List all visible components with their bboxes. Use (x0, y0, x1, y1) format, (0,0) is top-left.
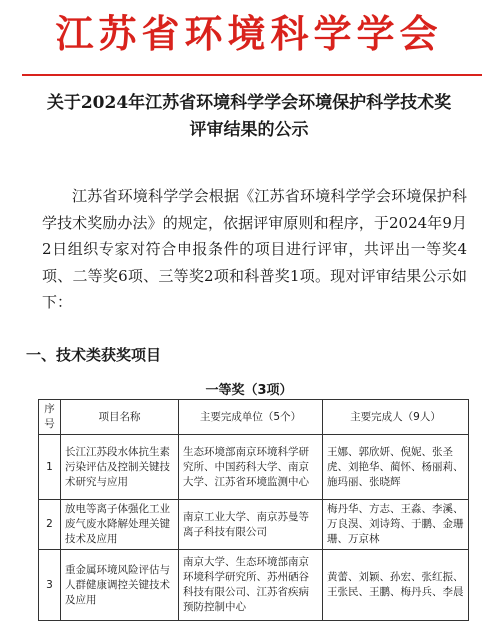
table-row (39, 550, 469, 621)
row-project: 长江江苏段水体抗生素污染评估及控制关键技术研究与应用 (61, 435, 179, 500)
body-paragraph: 江苏省环境科学学会根据《江苏省环境科学学会环境保护科学技术奖励办法》的规定，依据评审原则和程序，于2024年9月2日组织专家对符合申报条件的项目进行评审，共评出一等奖4项、二等奖6项、三等奖2项和科普奖1项。现对评审结果公示如下： (42, 187, 467, 311)
row-num: 1 (39, 435, 61, 500)
table-row (39, 435, 469, 500)
header-project: 项目名称 (61, 400, 179, 435)
table-caption: 一等奖（3项） (205, 383, 293, 398)
letterhead-divider (22, 74, 482, 76)
row-people: 黄蕾、刘颖、孙宏、张红振、王张民、王鹏、梅丹兵、李晨 (323, 550, 469, 621)
header-units: 主要完成单位（5个） (179, 400, 323, 435)
row-project: 重金属环境风险评估与人群健康调控关键技术及应用 (61, 550, 179, 621)
awards-table (38, 399, 469, 621)
row-project: 放电等离子体强化工业废气废水降解处理关键技术及应用 (61, 500, 179, 550)
table-row (39, 500, 469, 550)
row-units: 南京大学、生态环境部南京环境科学研究所、苏州硒谷科技有限公司、江苏省疾病预防控制中心 (179, 550, 323, 621)
header-people: 主要完成人（9人） (323, 400, 469, 435)
header-num: 序号 (39, 400, 61, 435)
row-units: 生态环境部南京环境科学研究所、中国药科大学、南京大学、江苏省环境监测中心 (179, 435, 323, 500)
document-title (0, 90, 498, 144)
title-line-2: 评审结果的公示 (189, 120, 309, 140)
row-units: 南京工业大学、南京苏曼等离子科技有限公司 (179, 500, 323, 550)
section-heading: 一、技术类获奖项目 (26, 346, 162, 364)
table-header-row (39, 400, 469, 435)
row-num: 3 (39, 550, 61, 621)
title-line-1: 关于2024年江苏省环境科学学会环境保护科学技术奖 (46, 93, 452, 113)
row-num: 2 (39, 500, 61, 550)
row-people: 王娜、郭欣妍、倪妮、张圣虎、刘艳华、蔺怀、杨丽莉、施玛丽、张晓辉 (323, 435, 469, 500)
organization-letterhead: 江苏省环境科学学会 (55, 12, 443, 56)
row-people: 梅丹华、方志、王淼、李溪、万良淏、刘诗筠、于鹏、金珊珊、万京林 (323, 500, 469, 550)
